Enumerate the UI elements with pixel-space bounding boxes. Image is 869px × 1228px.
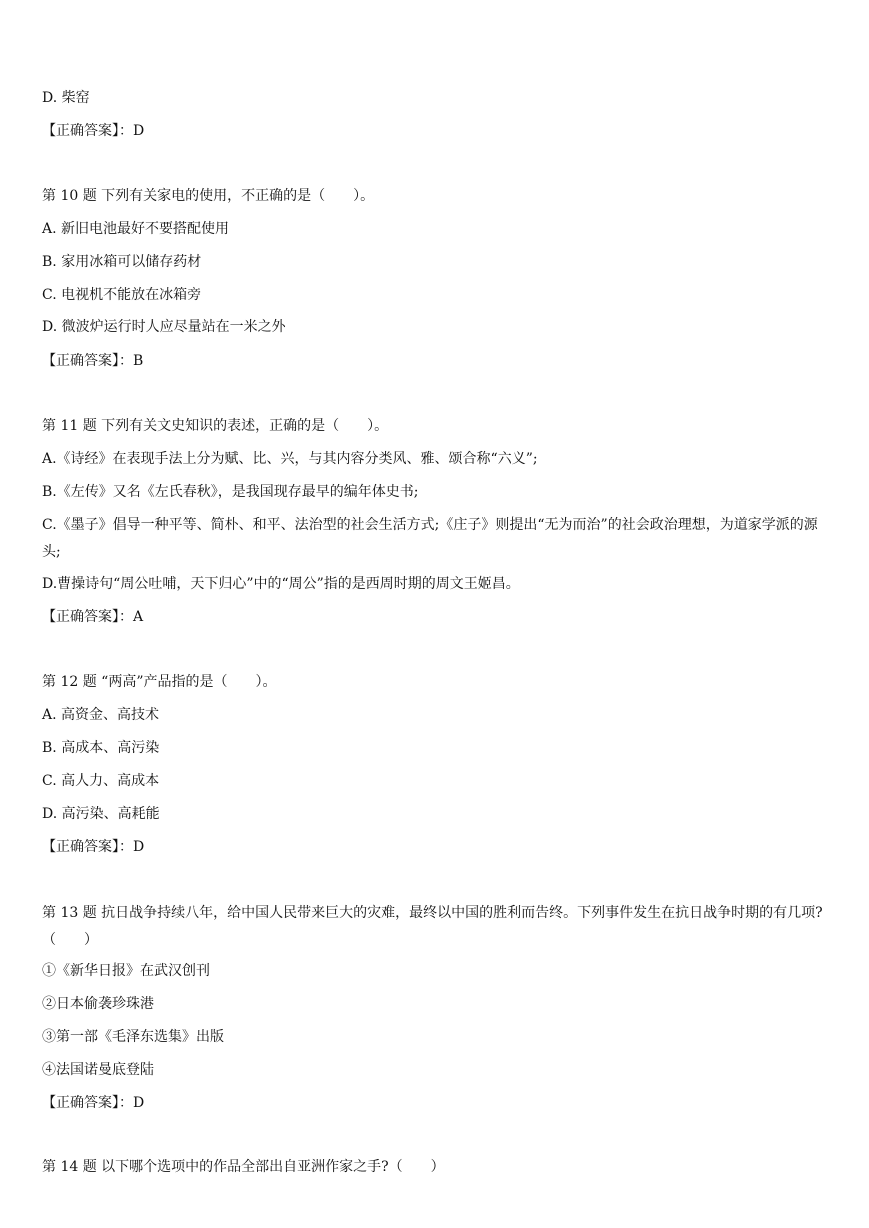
option-b: B. 高成本、高污染 [42,740,160,756]
option-d: D. 柴窑 [42,90,90,106]
answer-label: 【正确答案】：D [42,1095,145,1111]
option-c: C. 高人力、高成本 [42,773,160,789]
option-b: B.《左传》又名《左氏春秋》，是我国现存最早的编年体史书; [42,484,419,500]
answer-label: 【正确答案】：D [42,839,145,855]
option-b: B. 家用冰箱可以储存药材 [42,254,202,270]
option-d: D. 微波炉运行时人应尽量站在一米之外 [42,319,286,335]
option-d: D.曹操诗句“周公吐哺，天下归心”中的“周公”指的是西周时期的周文王姬昌。 [42,576,520,592]
statement-item: ②日本偷袭珍珠港 [42,996,154,1012]
statement-item: ④法国诺曼底登陆 [42,1062,154,1078]
question-12-stem: 第 12 题 “两高”产品指的是（ ）。 [42,674,277,690]
statement-item: ③第一部《毛泽东选集》出版 [42,1029,224,1045]
answer-label: 【正确答案】：A [42,609,144,625]
question-14-stem: 第 14 题 以下哪个选项中的作品全部出自亚洲作家之手?（ ） [42,1159,445,1175]
option-a: A.《诗经》在表现手法上分为赋、比、兴，与其内容分类风、雅、颂合称“六义”; [42,451,538,467]
answer-label: 【正确答案】：D [42,123,145,139]
question-11-stem: 第 11 题 下列有关文史知识的表述，正确的是（ ）。 [42,418,389,434]
option-c: C. 电视机不能放在冰箱旁 [42,287,202,303]
statement-item: ①《新华日报》在武汉创刊 [42,963,210,979]
question-13-stem: 第 13 题 抗日战争持续八年，给中国人民带来巨大的灾难，最终以中国的胜利而告终。下列事件发生在抗日战争时期的有几项?（ ） [42,905,823,948]
question-10-stem: 第 10 题 下列有关家电的使用，不正确的是（ ）。 [42,188,375,204]
option-c: C.《墨子》倡导一种平等、简朴、和平、法治型的社会生活方式;《庄子》则提出“无为而治”的社会政治理想，为道家学派的源头; [42,517,818,560]
answer-label: 【正确答案】：B [42,353,144,369]
option-a: A. 高资金、高技术 [42,707,160,723]
option-d: D. 高污染、高耗能 [42,806,160,822]
option-a: A. 新旧电池最好不要搭配使用 [42,221,230,237]
